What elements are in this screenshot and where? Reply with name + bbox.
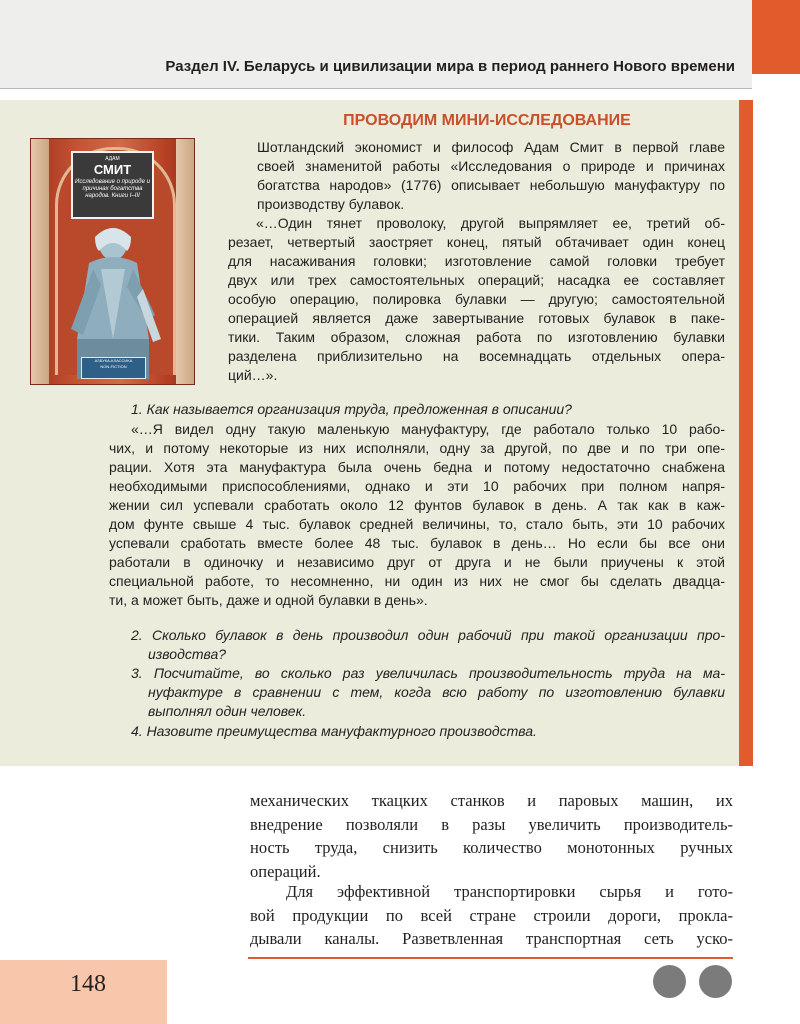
- section-title: Раздел IV. Беларусь и цивилизации мира в период раннего Нового времени: [165, 58, 735, 75]
- circle-marker-icon: [653, 965, 686, 998]
- text-line: ность труда, снизить количество монотонных ручных: [250, 838, 733, 857]
- text-line: операцией является даже завертывание готовых булавок в паке-: [228, 310, 725, 326]
- text-line: жении сил успевали сработать около 12 фунтов булавок в день. А так как в каж-: [109, 497, 725, 513]
- cover-series-line2: NON-FICTION: [100, 364, 127, 369]
- text-line: изводства?: [148, 646, 227, 662]
- text-line: необходимыми приспособлениями, однако и эти 10 рабочих при полном напря-: [109, 478, 725, 494]
- text-line: Шотландский экономист и философ Адам Смит в первой главе: [257, 139, 725, 155]
- main-paragraph-2: [250, 880, 733, 951]
- text-line: для насаживания головки; изготовление самой головки требует: [228, 253, 725, 269]
- cover-series-line1: АЗБУКА-КЛАССИКА: [94, 358, 133, 363]
- text-line: ций…».: [228, 367, 278, 383]
- footer-rule: [248, 957, 733, 959]
- text-line: особую операцию, полировка булавки — другую; самостоятельной: [228, 291, 725, 307]
- question-1: 1. Как называется организация труда, предложенная в описании?: [131, 401, 572, 417]
- text-line: производству булавок.: [257, 196, 405, 212]
- book-cover-image: [30, 138, 195, 385]
- text-line: двух или трех самостоятельных операций; насадка ее составляет: [228, 272, 725, 288]
- text-line: богатства народов» (1776) описывает небольшую мануфактуру по: [257, 177, 725, 193]
- text-line: «…Один тянет проволоку, другой выпрямляет ее, третий об-: [256, 215, 725, 231]
- question-2: [131, 626, 725, 664]
- cover-author: СМИТ: [93, 162, 132, 177]
- text-line: чих, и потому некоторые из них исполняли, одну за другой, по две и по три опе-: [109, 440, 725, 456]
- page-number: 148: [70, 971, 106, 997]
- text-line: Для эффективной транспортировки сырья и гото-: [286, 882, 733, 901]
- text-line: специальной работе, то несомненно, ни один из них не смог бы сделать двадца-: [109, 573, 725, 589]
- question-4: 4. Назовите преимущества мануфактурного производства.: [131, 723, 537, 739]
- text-line: своей знаменитой работы «Исследования о природе и причинах: [257, 158, 725, 174]
- text-line: выполнял один человек.: [148, 703, 307, 719]
- cover-title: Исследование о природе и причинах богатства народов. Книги I–III: [75, 179, 150, 199]
- text-line: разделена приблизительно на восемнадцать отдельных опера-: [228, 348, 725, 364]
- research-box-stripe: [739, 100, 753, 766]
- text-line: 2. Сколько булавок в день производил один рабочий при такой организации про-: [131, 627, 725, 643]
- text-line: работали в одиночку и независимо друг от друга и не были приучены к этой: [109, 554, 725, 570]
- text-line: дом фунте свыше 4 тыс. булавок средней величины, то, стало быть, эти 10 рабочих: [109, 516, 725, 532]
- text-line: нуфактуре в сравнении с тем, когда всю работу по изготовлению булавки: [148, 684, 725, 700]
- cover-title-plate: [71, 151, 154, 219]
- question-3: [131, 664, 725, 721]
- text-line: операций.: [250, 861, 321, 881]
- quote-paragraph-1: [228, 214, 725, 385]
- text-line: 3. Посчитайте, во сколько раз увеличилась производительность труда на ма-: [131, 665, 725, 681]
- cover-author-small: АДАМ: [105, 156, 120, 162]
- text-line: механических ткацких станков и паровых машин, их: [250, 791, 733, 810]
- research-heading: ПРОВОДИМ МИНИ-ИССЛЕДОВАНИЕ: [343, 112, 631, 129]
- text-line: «…Я видел одну такую маленькую мануфактуру, где работало только 10 рабо-: [131, 421, 725, 437]
- text-line: тики. Таким образом, сложная работа по изготовлению булавки: [228, 329, 725, 345]
- text-line: внедрение позволяли в разы увеличить производитель-: [250, 814, 733, 834]
- text-line: рации. Хотя эта мануфактура была очень бедна и потому недостаточно снабжена: [109, 459, 725, 475]
- cover-series-label: [81, 357, 146, 379]
- intro-paragraph: [257, 138, 725, 214]
- text-line: успевали сработать вместе более 48 тыс. булавок в день… Но если бы все они: [109, 535, 725, 551]
- text-line: ти, а может быть, даже и одной булавки в день».: [109, 592, 428, 608]
- corner-accent: [752, 0, 800, 74]
- header-band: [0, 0, 752, 89]
- text-line: вой продукции по всей стране строили дороги, прокла-: [250, 905, 733, 925]
- circle-marker-icon: [699, 965, 732, 998]
- main-paragraph-1: [250, 789, 733, 883]
- quote-paragraph-2: [109, 420, 725, 610]
- text-line: дывали каналы. Разветвленная транспортная сеть уско-: [250, 929, 733, 948]
- text-line: резает, четвертый заостряет конец, пятый обтачивает один конец: [228, 234, 725, 250]
